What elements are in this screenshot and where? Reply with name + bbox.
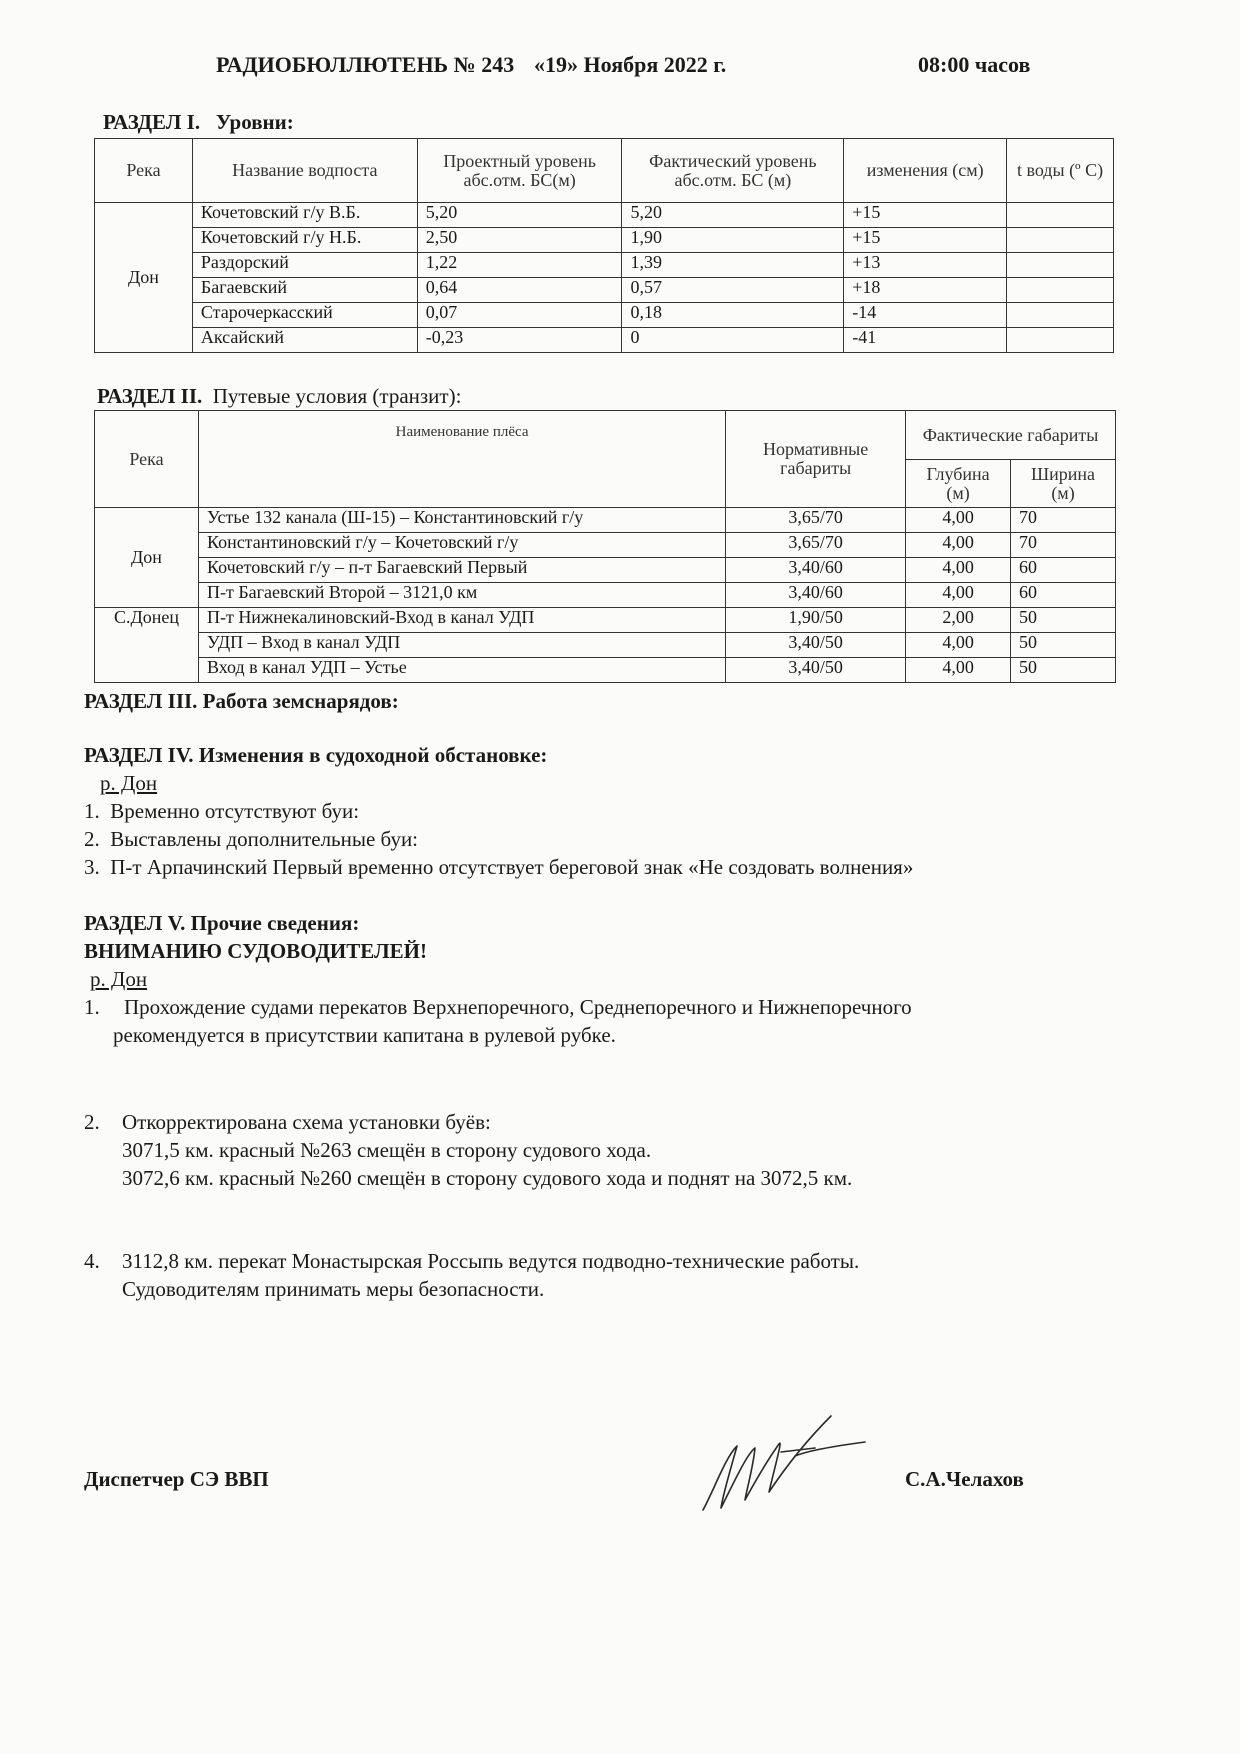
reach-name: Устье 132 канала (Ш-15) – Константиновский г/у xyxy=(198,508,725,533)
reach-name: П-т Багаевский Второй – 3121,0 км xyxy=(198,583,725,608)
section-2-number: РАЗДЕЛ II. xyxy=(97,384,203,408)
depth: 4,00 xyxy=(906,558,1011,583)
col-change: изменения (см) xyxy=(844,139,1007,203)
depth: 4,00 xyxy=(906,583,1011,608)
actual-level: 0 xyxy=(622,328,844,353)
actual-level: 0,18 xyxy=(622,303,844,328)
width: 60 xyxy=(1011,558,1116,583)
col-width: Ширина (м) xyxy=(1011,460,1116,508)
bulletin-date: «19» Ноября 2022 г. xyxy=(534,52,727,77)
table-row xyxy=(95,253,1114,278)
river-cell: С.Донец xyxy=(95,608,199,683)
reach-name: Вход в канал УДП – Устье xyxy=(198,658,725,683)
item-text: 3112,8 км. перекат Монастырская Россыпь ведутся подводно-технические работы. xyxy=(122,1249,860,1273)
width: 70 xyxy=(1011,533,1116,558)
col-actual-level: Фактический уровень абс.отм. БС (м) xyxy=(622,139,844,203)
transit-table xyxy=(94,410,1116,683)
level-change: -41 xyxy=(844,328,1007,353)
col-river: Река xyxy=(95,139,193,203)
normative: 3,65/70 xyxy=(726,533,906,558)
section-1-subtitle: Уровни: xyxy=(215,110,294,134)
table-row xyxy=(95,328,1114,353)
item-text: рекомендуется в присутствии капитана в рулевой рубке. xyxy=(113,1023,616,1047)
level-change: +15 xyxy=(844,203,1007,228)
section-1-number: РАЗДЕЛ I. xyxy=(103,110,201,134)
design-level: -0,23 xyxy=(417,328,622,353)
section-4-river: р. Дон xyxy=(100,771,158,795)
section-2-subtitle: Путевые условия (транзит): xyxy=(212,384,462,408)
reach-name: УДП – Вход в канал УДП xyxy=(198,633,725,658)
levels-header-row xyxy=(95,139,1114,203)
col-actual-dimensions: Фактические габариты xyxy=(906,411,1116,460)
post-name: Багаевский xyxy=(192,278,417,303)
item-text: Откорректирована схема установки буёв: xyxy=(122,1110,491,1134)
table-row xyxy=(95,633,1116,658)
width: 60 xyxy=(1011,583,1116,608)
col-river: Река xyxy=(95,411,199,508)
item-text: П-т Арпачинский Первый временно отсутствует береговой знак «Не создовать волнения» xyxy=(110,855,914,879)
table-row xyxy=(95,608,1116,633)
depth: 4,00 xyxy=(906,633,1011,658)
level-change: +13 xyxy=(844,253,1007,278)
width: 70 xyxy=(1011,508,1116,533)
signature-icon xyxy=(695,1408,875,1518)
list-item xyxy=(84,827,418,852)
depth: 4,00 xyxy=(906,508,1011,533)
water-temp xyxy=(1007,303,1114,328)
water-temp xyxy=(1007,203,1114,228)
design-level: 2,50 xyxy=(417,228,622,253)
col-water-temp: t воды (º С) xyxy=(1007,139,1114,203)
water-temp xyxy=(1007,228,1114,253)
table-row xyxy=(95,533,1116,558)
water-temp xyxy=(1007,328,1114,353)
normative: 3,40/50 xyxy=(726,658,906,683)
section-1-heading xyxy=(103,110,294,135)
item-number: 1. xyxy=(84,995,100,1019)
actual-level: 0,57 xyxy=(622,278,844,303)
bulletin-time: 08:00 часов xyxy=(918,52,1031,77)
item-text: Временно отсутствуют буи: xyxy=(110,799,360,823)
table-row xyxy=(95,303,1114,328)
list-item xyxy=(84,799,359,824)
reach-name: Кочетовский г/у – п-т Багаевский Первый xyxy=(198,558,725,583)
section-4-heading: РАЗДЕЛ IV. Изменения в судоходной обстановке: xyxy=(84,743,548,767)
width: 50 xyxy=(1011,658,1116,683)
level-change: -14 xyxy=(844,303,1007,328)
level-change: +15 xyxy=(844,228,1007,253)
col-depth: Глубина (м) xyxy=(906,460,1011,508)
design-level: 0,64 xyxy=(417,278,622,303)
actual-level: 5,20 xyxy=(622,203,844,228)
section-2-heading xyxy=(97,384,461,409)
reach-name: Константиновский г/у – Кочетовский г/у xyxy=(198,533,725,558)
normative: 3,40/60 xyxy=(726,558,906,583)
design-level: 1,22 xyxy=(417,253,622,278)
item-text: 3071,5 км. красный №263 смещён в сторону судового хода. xyxy=(122,1138,652,1162)
item-number: 4. xyxy=(84,1249,100,1273)
dispatcher-position: Диспетчер СЭ ВВП xyxy=(84,1467,269,1491)
water-temp xyxy=(1007,253,1114,278)
dispatcher-name: С.А.Челахов xyxy=(905,1467,1024,1491)
post-name: Кочетовский г/у В.Б. xyxy=(192,203,417,228)
bulletin-title: РАДИОБЮЛЛЮТЕНЬ № 243 xyxy=(216,52,515,77)
normative: 3,65/70 xyxy=(726,508,906,533)
table-row xyxy=(95,228,1114,253)
item-text: Судоводителям принимать меры безопасности. xyxy=(122,1277,545,1301)
item-text: 3072,6 км. красный №260 смещён в сторону судового хода и поднят на 3072,5 км. xyxy=(122,1166,853,1190)
depth: 4,00 xyxy=(906,658,1011,683)
section-5-river: р. Дон xyxy=(90,967,148,991)
width: 50 xyxy=(1011,608,1116,633)
levels-table xyxy=(94,138,1114,353)
table-row xyxy=(95,658,1116,683)
item-text: Прохождение судами перекатов Верхнепоречного, Среднепоречного и Нижнепоречного xyxy=(124,995,912,1019)
post-name: Кочетовский г/у Н.Б. xyxy=(192,228,417,253)
section-3-heading: РАЗДЕЛ III. Работа земснарядов: xyxy=(84,689,399,713)
level-change: +18 xyxy=(844,278,1007,303)
depth: 2,00 xyxy=(906,608,1011,633)
reach-name: П-т Нижнекалиновский-Вход в канал УДП xyxy=(198,608,725,633)
actual-level: 1,39 xyxy=(622,253,844,278)
table-row xyxy=(95,583,1116,608)
col-reach-name: Наименование плёса xyxy=(198,411,725,508)
col-design-level: Проектный уровень абс.отм. БС(м) xyxy=(417,139,622,203)
col-normative: Нормативные габариты xyxy=(726,411,906,508)
post-name: Аксайский xyxy=(192,328,417,353)
item-text: Выставлены дополнительные буи: xyxy=(110,827,419,851)
item-number: 2. xyxy=(84,827,100,851)
item-number: 3. xyxy=(84,855,100,879)
transit-header-row-1 xyxy=(95,411,1116,460)
water-temp xyxy=(1007,278,1114,303)
design-level: 5,20 xyxy=(417,203,622,228)
item-number: 2. xyxy=(84,1110,100,1134)
actual-level: 1,90 xyxy=(622,228,844,253)
normative: 3,40/60 xyxy=(726,583,906,608)
list-item xyxy=(84,855,913,880)
table-row xyxy=(95,508,1116,533)
normative: 3,40/50 xyxy=(726,633,906,658)
section-5-heading: РАЗДЕЛ V. Прочие сведения: xyxy=(84,911,360,935)
post-name: Старочеркасский xyxy=(192,303,417,328)
depth: 4,00 xyxy=(906,533,1011,558)
attention-heading: ВНИМАНИЮ СУДОВОДИТЕЛЕЙ! xyxy=(84,939,427,963)
design-level: 0,07 xyxy=(417,303,622,328)
table-row xyxy=(95,203,1114,228)
item-number: 1. xyxy=(84,799,100,823)
width: 50 xyxy=(1011,633,1116,658)
post-name: Раздорский xyxy=(192,253,417,278)
river-cell: Дон xyxy=(95,203,193,353)
table-row xyxy=(95,278,1114,303)
col-post-name: Название водпоста xyxy=(192,139,417,203)
table-row xyxy=(95,558,1116,583)
normative: 1,90/50 xyxy=(726,608,906,633)
river-cell: Дон xyxy=(95,508,199,608)
